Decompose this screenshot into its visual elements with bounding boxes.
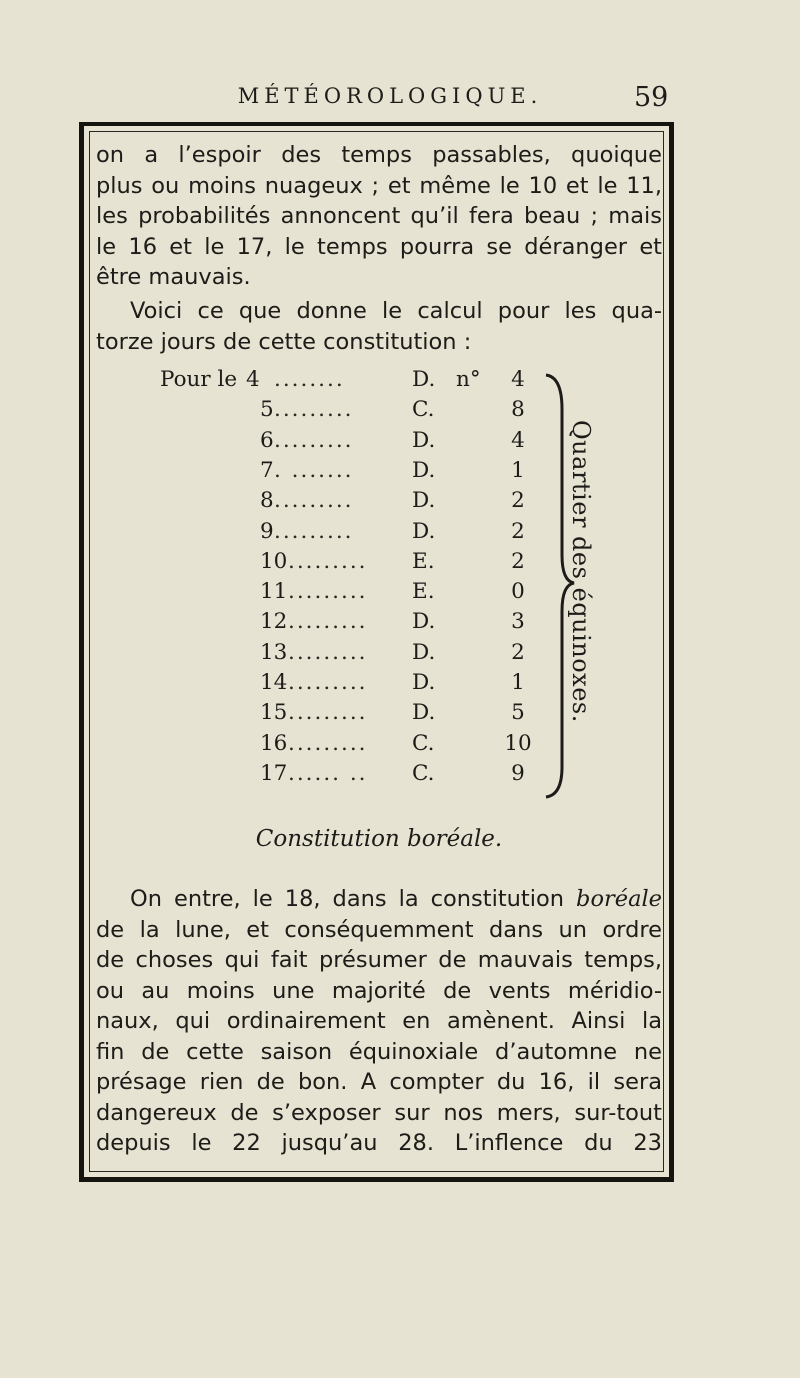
table-number-label: n° — [456, 367, 481, 392]
paragraph-3 — [96, 884, 662, 1159]
table-constitution: C. — [412, 730, 435, 756]
table-number: 1 — [511, 457, 525, 483]
paragraph-1-line: les probabilités annoncent qu’il fera beau ; mais — [96, 203, 662, 229]
side-label-text: Quartier des équinoxes. — [567, 420, 595, 723]
paragraph-2-line: torze jours de cette constitution : — [96, 328, 472, 355]
table-leader-dots: ......... — [288, 548, 368, 574]
table-row — [160, 640, 580, 670]
table-leader-dots: ......... — [274, 488, 354, 514]
table-number: 3 — [511, 609, 525, 635]
table-leader-dots: . ....... — [274, 457, 354, 483]
table-row — [160, 761, 580, 791]
table-row — [160, 700, 580, 730]
table-constitution: C. — [412, 760, 435, 786]
table-number: 1 — [511, 670, 525, 695]
table-leader-dots: ........ — [274, 367, 345, 392]
paragraph-3-line: ou au moins une majorité de vents méridio- — [96, 977, 662, 1004]
table-row — [160, 731, 580, 761]
table-leader-dots: ......... — [274, 397, 354, 423]
paragraph-3-first-line — [96, 884, 662, 915]
table-number: 2 — [511, 548, 525, 574]
table-number: 2 — [511, 639, 525, 665]
table-day: 13 — [260, 639, 288, 665]
table-leader-dots: ......... — [288, 579, 368, 605]
table-number: 10 — [504, 730, 532, 756]
table-day: 16 — [260, 730, 288, 756]
table-day: 6 — [260, 427, 274, 453]
side-label-quartier-des-equinoxes — [567, 420, 610, 723]
table-constitution: D. — [412, 488, 436, 514]
running-title: MÉTÉOROLOGIQUE. — [237, 84, 543, 108]
table-constitution: D. — [412, 639, 436, 665]
table-leader-dots: ...... .. — [288, 760, 368, 786]
paragraph-3-first-line-text: On entre, le 18, dans la constitution — [130, 886, 565, 912]
table-day: 14 — [260, 670, 288, 695]
table-leader-dots: ......... — [288, 639, 368, 665]
table-constitution: D. — [412, 427, 436, 453]
table-number: 8 — [511, 397, 525, 423]
paragraph-1-line: être mauvais. — [96, 264, 251, 290]
paragraph-3-line: naux, qui ordinairement en amènent. Ainsi la — [96, 1008, 662, 1034]
table-constitution: D. — [412, 518, 436, 544]
table-constitution: D. — [412, 367, 436, 392]
paragraph-3-line: de choses qui fait présumer de mauvais temps, — [96, 947, 662, 973]
paragraph-1-line: le 16 et le 17, le temps pourra se déranger et — [96, 233, 662, 260]
table-number: 2 — [511, 488, 525, 514]
table-day: 10 — [260, 548, 288, 574]
paragraph-1-line: on a l’espoir des temps passables, quoique — [96, 142, 662, 168]
table-row — [160, 579, 580, 609]
paragraph-3-line: présage rien de bon. A compter du 16, il sera — [96, 1069, 662, 1095]
table-day: 11 — [260, 579, 288, 605]
paragraph-1-line: plus ou moins nuageux ; et même le 10 et le 11, — [96, 172, 662, 199]
table-day: 15 — [260, 700, 288, 726]
table-number: 9 — [511, 760, 525, 786]
table-row — [160, 428, 580, 458]
table-leader-dots: ......... — [288, 730, 368, 756]
paragraph-1 — [96, 140, 662, 293]
table-prefix: Pour le — [160, 367, 238, 392]
table-day: 5 — [260, 397, 274, 423]
table-leader-dots: ......... — [288, 609, 368, 635]
table-leader-dots: ......... — [288, 670, 368, 695]
table-constitution: E. — [412, 579, 435, 605]
table-row — [160, 458, 580, 488]
table-day: 9 — [260, 518, 274, 544]
paragraph-2 — [96, 296, 662, 357]
section-heading: Constitution boréale. — [255, 826, 503, 852]
table-number: 5 — [511, 700, 525, 726]
table-row — [160, 519, 580, 549]
paragraph-3-line: depuis le 22 jusqu’au 28. L’inflence du 23 — [96, 1130, 662, 1156]
table-row — [160, 367, 580, 397]
table-leader-dots: ......... — [274, 518, 354, 544]
paragraph-3-line: dangereux de s’exposer sur nos mers, sur-tout — [96, 1099, 662, 1126]
table-row — [160, 397, 580, 427]
page-number: 59 — [634, 82, 669, 113]
table-day: 8 — [260, 488, 274, 514]
table-row — [160, 549, 580, 579]
table-number: 4 — [511, 427, 525, 453]
table-day: 4 — [246, 367, 260, 392]
table-row — [160, 488, 580, 518]
table-constitution: D. — [412, 700, 436, 726]
table-constitution: C. — [412, 397, 435, 423]
paragraph-3-line: de la lune, et conséquemment dans un ordre — [96, 916, 662, 943]
table-number: 0 — [511, 579, 525, 605]
table-number: 4 — [511, 367, 525, 392]
table-day: 7 — [260, 457, 274, 483]
table-constitution: D. — [412, 670, 436, 695]
table-day: 12 — [260, 609, 288, 635]
paragraph-3-italic-word: boréale — [576, 886, 662, 912]
table-row — [160, 670, 580, 700]
running-head — [0, 82, 800, 122]
table-day: 17 — [260, 760, 288, 786]
table-constitution: D. — [412, 457, 436, 483]
paragraph-2-line: Voici ce que donne le calcul pour les qua- — [130, 298, 662, 324]
paragraph-3-line: fin de cette saison équinoxiale d’automne ne — [96, 1038, 662, 1065]
table-number: 2 — [511, 518, 525, 544]
table-row — [160, 609, 580, 639]
table-constitution: D. — [412, 609, 436, 635]
table-leader-dots: ......... — [274, 427, 354, 453]
table-constitution: E. — [412, 548, 435, 574]
table-leader-dots: ......... — [288, 700, 368, 726]
